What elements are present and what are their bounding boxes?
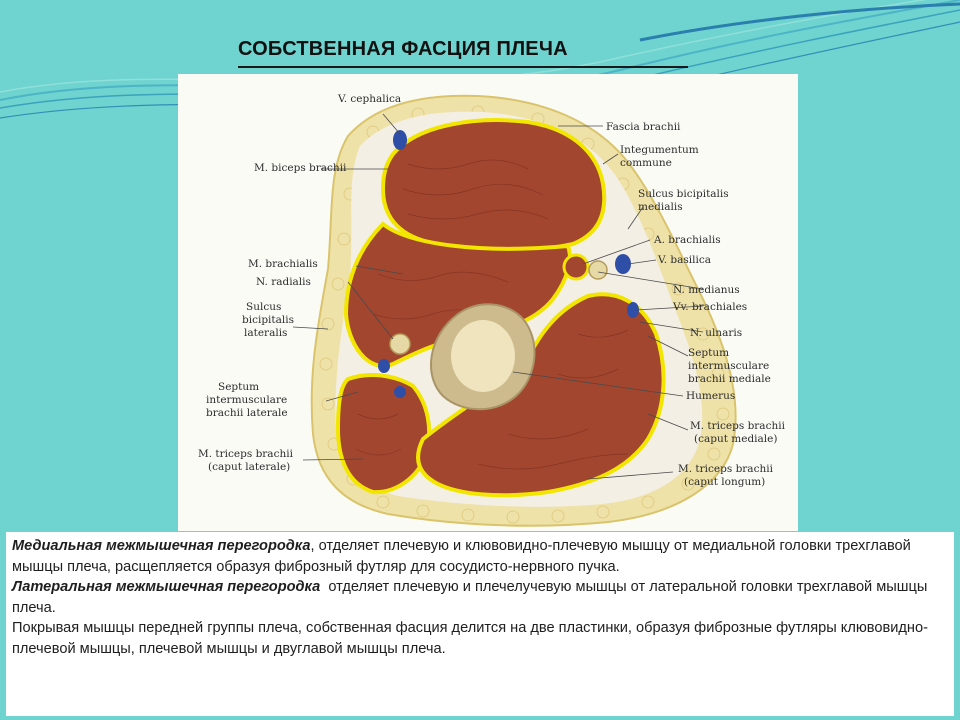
title-underline: [238, 66, 688, 68]
label-triceps-lateral: M. triceps brachii: [198, 448, 293, 460]
label-integumentum: Integumentum: [620, 144, 699, 156]
text-medial-septum: , отделяет плечевую и клювовидно-плечевую мышцу от медиальной головки трехглавой мышцы плеча, расщепляется образуя фиброзный футляр для сосудисто-нервного пучка.: [12, 538, 911, 575]
label-triceps-medial-2: (caput mediale): [694, 433, 778, 445]
label-triceps-long: M. triceps brachii: [678, 463, 773, 475]
paragraph-fascia-sheaths: Покрывая мышцы передней группы плеча, собственная фасция делится на две пластинки, образуя фиброзные футляры клювовидно-плечевой мышцы, плечевой мышцы и двуглавой мышцы плеча.: [12, 620, 928, 657]
label-humerus: Humerus: [686, 390, 736, 402]
label-triceps-lateral-2: (caput laterale): [208, 461, 291, 473]
label-septum-lat-3: brachii laterale: [206, 407, 288, 419]
label-septum-med-3: brachii mediale: [688, 373, 771, 385]
label-triceps-long-2: (caput longum): [684, 476, 766, 488]
label-septum-med-2: intermusculare: [688, 360, 770, 372]
label-v-cephalica: V. cephalica: [338, 93, 402, 105]
median-nerve: [589, 261, 607, 279]
label-sulcus-med: Sulcus bicipitalis: [638, 188, 729, 200]
label-septum-lat: Septum: [218, 381, 260, 393]
paragraph-lateral-septum: [12, 577, 948, 618]
brachial-artery: [564, 255, 588, 279]
anatomy-figure: [178, 74, 798, 531]
slide-title: СОБСТВЕННАЯ ФАСЦИЯ ПЛЕЧА: [238, 38, 568, 60]
text-lateral-septum: отделяет плечевую и плечелучевую мышцы от латеральной головки трехглавой мышцы плеча.: [12, 579, 932, 616]
label-fascia-brachii: Fascia brachii: [606, 121, 681, 133]
label-m-brachialis: M. brachialis: [248, 258, 318, 270]
label-sulcus-lat-2: bicipitalis: [242, 314, 294, 326]
label-sulcus-lat-3: lateralis: [244, 327, 288, 339]
label-n-radialis: N. radialis: [256, 276, 311, 288]
triceps-lateral-head: [338, 375, 429, 492]
paragraph-medial-septum: [12, 536, 948, 577]
label-v-basilica: V. basilica: [658, 254, 712, 266]
biceps-muscle: [383, 120, 604, 250]
term-lateral-septum: Латеральная межмышечная перегородка: [12, 579, 321, 595]
label-a-brachialis: A. brachialis: [654, 234, 721, 246]
label-n-ulnaris: N. ulnaris: [690, 327, 743, 339]
label-m-biceps: M. biceps brachii: [254, 162, 347, 174]
label-integumentum-2: commune: [620, 157, 672, 169]
label-n-medianus: N. medianus: [673, 284, 740, 296]
cephalic-vein: [393, 130, 407, 150]
label-sulcus-med-2: medialis: [638, 201, 683, 213]
label-triceps-medial: M. triceps brachii: [690, 420, 785, 432]
label-septum-lat-2: intermusculare: [206, 394, 288, 406]
label-sulcus-lat: Sulcus: [246, 301, 282, 313]
radial-nerve: [390, 334, 410, 354]
label-septum-med: Septum: [688, 347, 730, 359]
description-panel: [6, 532, 954, 716]
arm-cross-section: [178, 74, 798, 531]
term-medial-septum: Медиальная межмышечная перегородка: [12, 538, 311, 554]
label-vv-brachiales: Vv. brachiales: [673, 301, 748, 313]
